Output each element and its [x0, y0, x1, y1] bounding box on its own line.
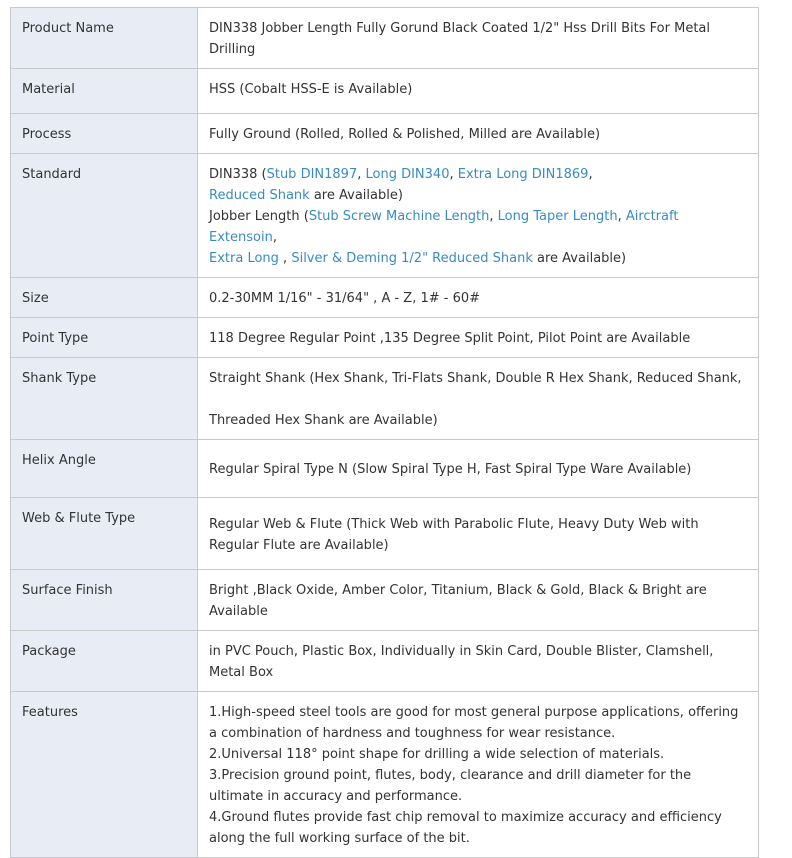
product-spec-table — [10, 7, 759, 858]
spec-value: DIN338 Jobber Length Fully Gorund Black Coated 1/2" Hss Drill Bits For Metal Drilling — [198, 8, 759, 69]
spec-row-material — [11, 69, 759, 114]
spec-value: in PVC Pouch, Plastic Box, Individually in Skin Card, Double Blister, Clamshell, Metal Box — [198, 631, 759, 692]
spec-row-surface-finish — [11, 570, 759, 631]
link-stub-screw-machine-length[interactable]: Stub Screw Machine Length — [308, 209, 490, 224]
spec-value: 118 Degree Regular Point ,135 Degree Split Point, Pilot Point are Available — [198, 318, 759, 358]
feature-item: 3.Precision ground point, flutes, body, clearance and drill diameter for the ultimate in accuracy and performance. — [209, 768, 692, 804]
spec-label: Surface Finish — [11, 570, 198, 631]
spec-value: Bright ,Black Oxide, Amber Color, Titanium, Black & Gold, Black & Bright are Available — [198, 570, 759, 631]
spec-row-web-flute — [11, 498, 759, 570]
spec-value-standard: DIN338 (Stub DIN1897, Long DIN340, Extra Long DIN1869, Reduced Shank are Available) Jobber Length (Stub Screw Machine Length, Long Taper Length, Airctraft Extensoin, Extra Long , Silver & Deming 1/2" Reduced Shank are Available) — [198, 154, 759, 278]
spec-row-features — [11, 692, 759, 858]
spec-label: Package — [11, 631, 198, 692]
standard-jobber-prefix: Jobber Length ( — [209, 209, 309, 224]
link-long-taper-length[interactable]: Long Taper Length — [497, 209, 618, 224]
spec-label: Helix Angle — [11, 440, 198, 498]
spec-label: Web & Flute Type — [11, 498, 198, 570]
spec-row-package — [11, 631, 759, 692]
spec-label: Point Type — [11, 318, 198, 358]
spec-row-process — [11, 114, 759, 154]
spec-value: Regular Spiral Type N (Slow Spiral Type H, Fast Spiral Type Ware Available) — [198, 440, 759, 498]
spec-label: Standard — [11, 154, 198, 278]
feature-item: 1.High-speed steel tools are good for most general purpose applications, offering a combination of hardness and toughness for wear resistance. — [209, 705, 739, 741]
spec-row-size — [11, 278, 759, 318]
spec-label: Shank Type — [11, 358, 198, 440]
link-stub-din1897[interactable]: Stub DIN1897 — [266, 167, 358, 182]
spec-label: Process — [11, 114, 198, 154]
link-reduced-shank[interactable]: Reduced Shank — [209, 188, 310, 203]
spec-row-product-name — [11, 8, 759, 69]
link-extra-long[interactable]: Extra Long — [209, 251, 279, 266]
shank-line-1: Straight Shank (Hex Shank, Tri-Flats Shank, Double R Hex Shank, Reduced Shank, — [209, 371, 742, 386]
spec-value-shank — [198, 358, 759, 440]
spec-row-point-type — [11, 318, 759, 358]
spec-row-standard — [11, 154, 759, 278]
spec-value-features — [198, 692, 759, 858]
link-long-din340[interactable]: Long DIN340 — [365, 167, 450, 182]
spec-label: Size — [11, 278, 198, 318]
feature-item: 4.Ground flutes provide fast chip removal to maximize accuracy and efficiency along the full working surface of the bit. — [209, 810, 722, 846]
link-silver-deming-reduced-shank[interactable]: Silver & Deming 1/2" Reduced Shank — [291, 251, 533, 266]
standard-din338-prefix: DIN338 ( — [209, 167, 267, 182]
feature-item: 2.Universal 118° point shape for drilling a wide selection of materials. — [209, 747, 665, 762]
spec-label: Product Name — [11, 8, 198, 69]
spec-label: Features — [11, 692, 198, 858]
link-aircraft-extension[interactable]: Airctraft Extensoin — [209, 209, 679, 245]
standard-jobber-suffix: are Available) — [532, 251, 627, 266]
spec-row-helix-angle — [11, 440, 759, 498]
spec-label: Material — [11, 69, 198, 114]
spec-value: Fully Ground (Rolled, Rolled & Polished, Milled are Available) — [198, 114, 759, 154]
shank-line-2: Threaded Hex Shank are Available) — [209, 413, 438, 428]
standard-din338-suffix: are Available) — [309, 188, 403, 203]
spec-row-shank-type — [11, 358, 759, 440]
spec-value: HSS (Cobalt HSS-E is Available) — [198, 69, 759, 114]
spec-value: 0.2-30MM 1/16" - 31/64" , A - Z, 1# - 60# — [198, 278, 759, 318]
spec-value: Regular Web & Flute (Thick Web with Parabolic Flute, Heavy Duty Web with Regular Flute are Available) — [198, 498, 759, 570]
link-extra-long-din1869[interactable]: Extra Long DIN1869 — [457, 167, 589, 182]
